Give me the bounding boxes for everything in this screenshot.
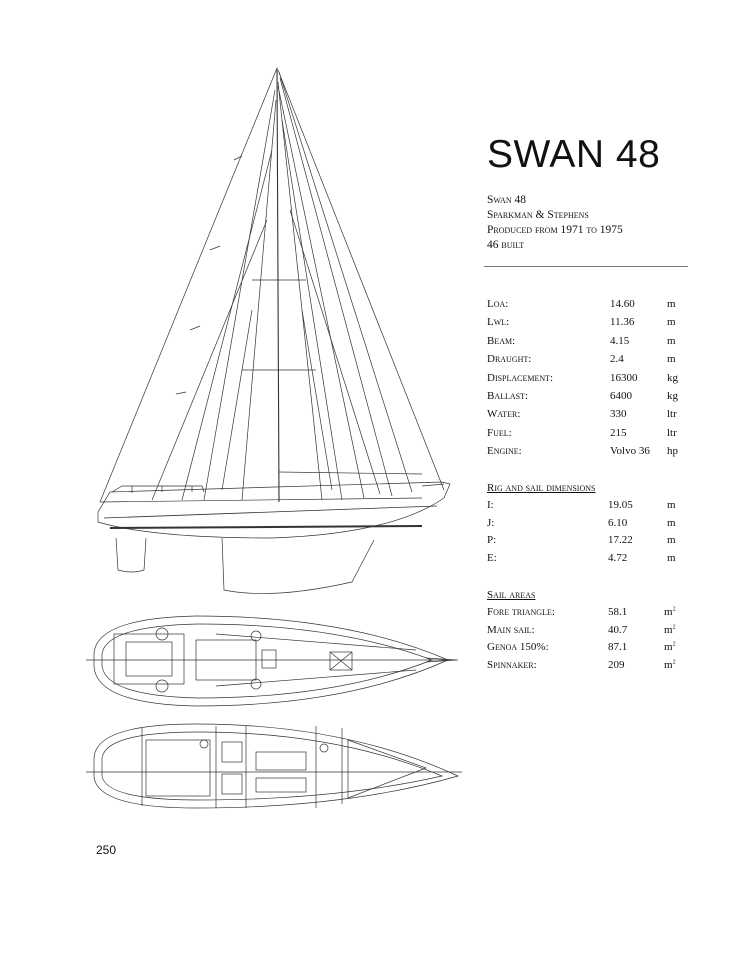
spec-value: 4.15	[610, 334, 630, 347]
area-label: Genoa 150%:	[487, 641, 549, 653]
sail-areas	[487, 589, 687, 676]
spec-row-draught	[487, 353, 687, 371]
spec-label: Engine:	[487, 445, 522, 458]
rig-unit: m	[667, 499, 676, 511]
meta-built: 46 built	[487, 239, 525, 251]
rig-unit: m	[667, 551, 676, 564]
spec-unit: m	[667, 298, 676, 310]
area-row-fore-triangle	[487, 606, 687, 624]
area-unit-base: m	[664, 658, 673, 671]
area-value: 209	[608, 658, 625, 671]
area-unit-base: m	[664, 623, 673, 636]
rig-row-j	[487, 517, 687, 535]
rig-label: I:	[487, 499, 494, 511]
spec-value: 2.4	[610, 353, 624, 366]
spec-value: 14.60	[610, 298, 635, 310]
rig-label: E:	[487, 551, 497, 564]
spec-value: 16300	[610, 371, 638, 384]
spec-unit: ltr	[667, 408, 677, 421]
rig-row-i	[487, 499, 687, 517]
rig-value: 6.10	[608, 516, 628, 529]
area-label: Main sail:	[487, 623, 535, 636]
rig-row-e	[487, 552, 687, 570]
spec-label: Lwl:	[487, 316, 510, 329]
area-row-genoa	[487, 641, 687, 659]
rig-value: 19.05	[608, 499, 633, 511]
spec-value: Volvo 36	[610, 445, 650, 458]
spec-label: Water:	[487, 408, 521, 421]
page-title: SWAN 48	[487, 133, 661, 176]
spec-value: 6400	[610, 389, 632, 402]
spec-value: 11.36	[610, 316, 635, 329]
spec-label: Displacement:	[487, 371, 554, 384]
area-unit	[664, 641, 676, 653]
spec-unit: hp	[667, 445, 678, 458]
rig-unit: m	[667, 534, 676, 547]
spec-row-beam	[487, 335, 687, 353]
spec-unit: m	[667, 316, 676, 329]
area-value: 58.1	[608, 606, 628, 618]
area-row-main-sail	[487, 624, 687, 642]
area-unit-base: m	[664, 606, 673, 618]
area-row-spinnaker	[487, 659, 687, 677]
area-label: Fore triangle:	[487, 606, 555, 618]
spec-unit: kg	[667, 389, 678, 402]
area-value: 87.1	[608, 641, 628, 653]
area-label: Spinnaker:	[487, 658, 537, 671]
sail-plan-drawing	[92, 60, 464, 600]
spec-value: 215	[610, 426, 627, 439]
specs-table	[487, 298, 687, 464]
area-unit-base: m	[664, 641, 673, 653]
area-unit-exponent: 2	[672, 606, 676, 613]
spec-label: Fuel:	[487, 426, 512, 439]
spec-value: 330	[610, 408, 627, 421]
page-number: 250	[96, 843, 117, 857]
area-unit	[664, 606, 676, 618]
meta-designer: Sparkman & Stephens	[487, 209, 589, 221]
spec-label: Beam:	[487, 334, 516, 347]
spec-unit: ltr	[667, 426, 677, 439]
area-unit-exponent: 2	[672, 658, 676, 665]
spec-row-lwl	[487, 316, 687, 334]
rig-label: P:	[487, 534, 497, 547]
sail-areas-heading: Sail areas	[487, 589, 536, 601]
spec-unit: m	[667, 334, 676, 347]
spec-unit: kg	[667, 371, 678, 384]
spec-row-water	[487, 408, 687, 426]
rig-value: 4.72	[608, 551, 628, 564]
deck-plan-drawing	[86, 610, 460, 716]
spec-label: Draught:	[487, 353, 532, 366]
boat-meta	[487, 193, 623, 253]
spec-row-engine	[487, 445, 687, 463]
spec-row-displacement	[487, 372, 687, 390]
area-value: 40.7	[608, 623, 628, 636]
interior-plan-drawing	[86, 718, 466, 814]
area-unit-exponent: 2	[672, 623, 676, 630]
area-unit	[664, 659, 676, 671]
divider	[484, 266, 688, 267]
spec-label: Ballast:	[487, 389, 529, 402]
rig-dimensions	[487, 482, 687, 569]
spec-row-ballast	[487, 390, 687, 408]
meta-model: Swan 48	[487, 194, 526, 206]
rig-unit: m	[667, 516, 676, 529]
spec-unit: m	[667, 353, 676, 366]
area-unit-exponent: 2	[672, 641, 676, 648]
spec-row-loa	[487, 298, 687, 316]
meta-production: Produced from 1971 to 1975	[487, 224, 623, 236]
spec-row-fuel	[487, 427, 687, 445]
rig-label: J:	[487, 516, 495, 529]
rig-heading: Rig and sail dimensions	[487, 482, 596, 494]
rig-value: 17.22	[608, 534, 633, 547]
spec-label: Loa:	[487, 298, 509, 310]
area-unit	[664, 624, 676, 636]
rig-row-p	[487, 534, 687, 552]
